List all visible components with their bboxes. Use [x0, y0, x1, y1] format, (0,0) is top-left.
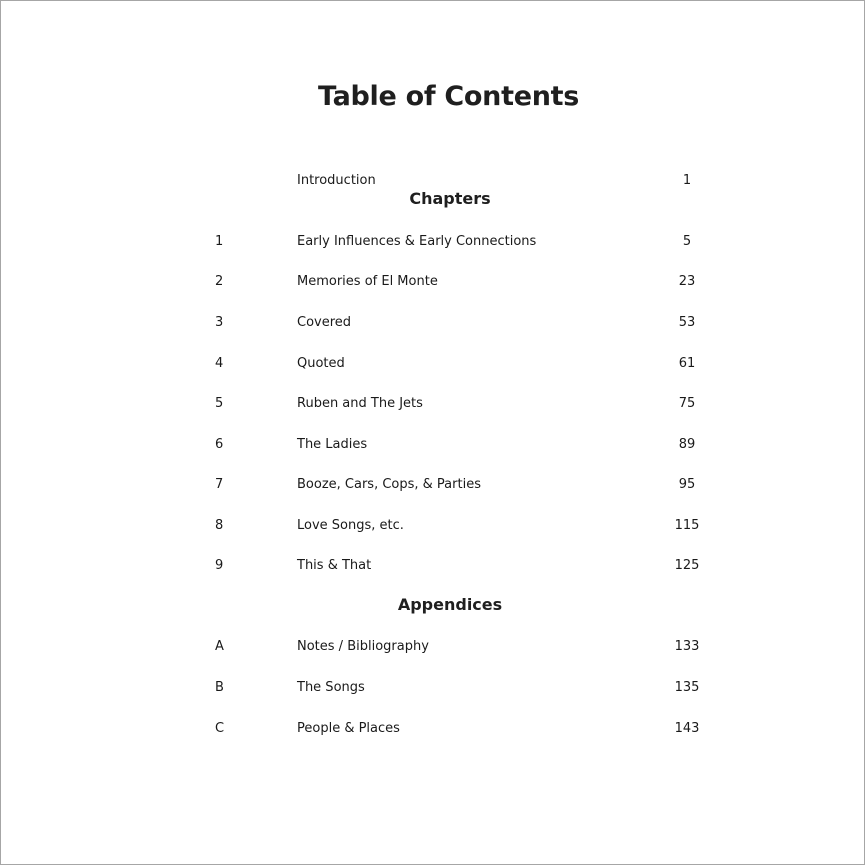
toc-entry-number: 4: [215, 356, 224, 371]
toc-page-number: 61: [678, 356, 696, 371]
toc-page-number: 135: [674, 680, 700, 695]
toc-row-appendix: [1, 678, 864, 698]
chapters-heading: Chapters: [409, 189, 491, 208]
toc-entry-title: Ruben and The Jets: [297, 396, 423, 411]
toc-entry-number: 3: [215, 315, 224, 330]
toc-entry-title: Quoted: [297, 356, 345, 371]
toc-entry-title: Covered: [297, 315, 352, 330]
toc-row-chapter: [1, 354, 864, 374]
toc-entry-number: 2: [215, 274, 224, 289]
toc-entry-title: The Ladies: [297, 437, 368, 452]
toc-row-chapter: [1, 475, 864, 495]
toc-entry-title: This & That: [297, 558, 372, 573]
toc-entry-number: 8: [215, 518, 224, 533]
toc-page-number: 1: [682, 173, 692, 188]
toc-row-appendix: [1, 719, 864, 739]
toc-entry-number: C: [215, 721, 225, 736]
toc-entry-number: 1: [215, 234, 224, 249]
toc-entry-title: Notes / Bibliography: [297, 639, 429, 654]
page-title: Table of Contents: [317, 81, 580, 112]
toc-entry-title: Memories of El Monte: [297, 274, 438, 289]
toc-entry-number: 5: [215, 396, 224, 411]
appendices-heading: Appendices: [397, 595, 503, 614]
toc-row-appendix: [1, 637, 864, 657]
toc-page-number: 125: [674, 558, 700, 573]
toc-entry-number: 6: [215, 437, 224, 452]
toc-entry-title: People & Places: [297, 721, 400, 736]
toc-entry-title: Booze, Cars, Cops, & Parties: [297, 477, 481, 492]
toc-entry-number: A: [215, 639, 224, 654]
toc-page-number: 133: [674, 639, 700, 654]
toc-page-number: 75: [678, 396, 696, 411]
toc-row-chapter: [1, 556, 864, 576]
toc-row-chapter: [1, 272, 864, 292]
toc-page-number: 89: [678, 437, 696, 452]
toc-page-number: 95: [678, 477, 696, 492]
toc-row-chapter: [1, 435, 864, 455]
toc-row-introduction: [1, 171, 864, 191]
toc-page-number: 53: [678, 315, 696, 330]
toc-page-number: 143: [674, 721, 700, 736]
toc-row-chapter: [1, 313, 864, 333]
toc-entry-number: B: [215, 680, 224, 695]
toc-row-chapter: [1, 232, 864, 252]
toc-row-chapter: [1, 394, 864, 414]
toc-row-chapter: [1, 516, 864, 536]
toc-entry-number: 9: [215, 558, 224, 573]
toc-entry-title: The Songs: [297, 680, 365, 695]
toc-page-number: 5: [682, 234, 692, 249]
toc-entry-number: 7: [215, 477, 224, 492]
toc-entry-title: Love Songs, etc.: [297, 518, 404, 533]
toc-page-number: 23: [678, 274, 696, 289]
toc-entry-title: Early Influences & Early Connections: [297, 234, 537, 249]
toc-page-number: 115: [674, 518, 700, 533]
toc-entry-title: Introduction: [297, 173, 376, 188]
